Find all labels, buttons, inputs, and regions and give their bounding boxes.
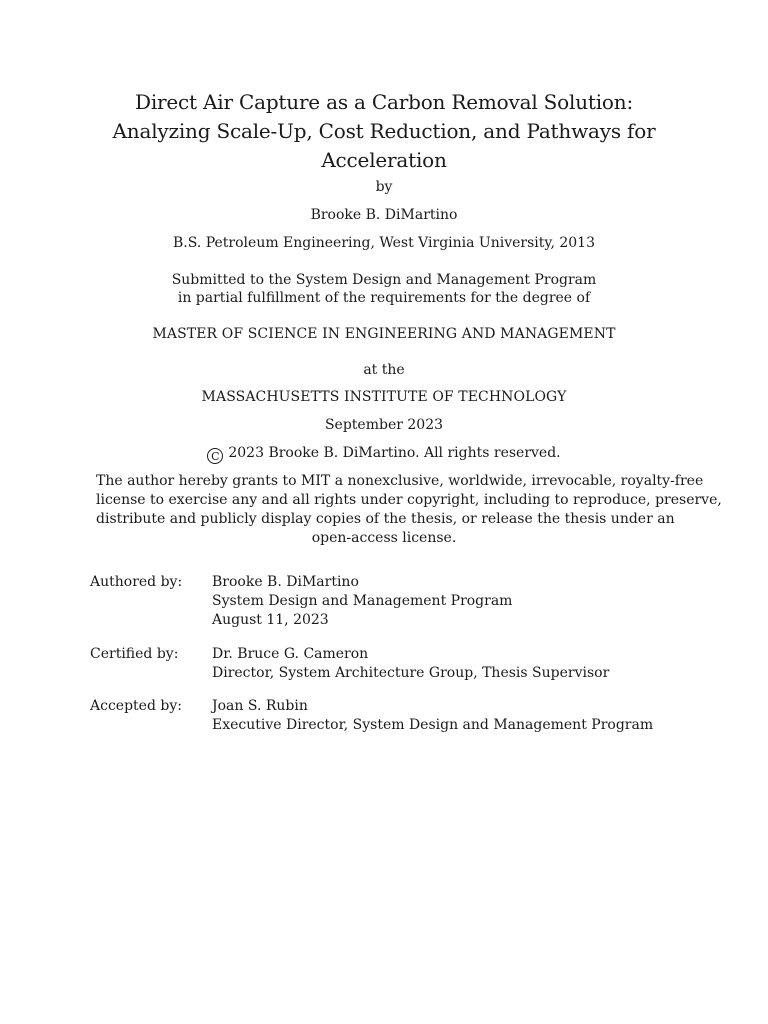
by-label: by (375, 179, 393, 195)
signatory-name: Brooke B. DiMartino (212, 574, 359, 590)
accepted-by-label: Accepted by: (90, 698, 182, 714)
signatory-name: Joan S. Rubin (212, 698, 308, 714)
copyright-icon: C (207, 448, 223, 464)
title-line-2: Analyzing Scale-Up, Cost Reduction, and Pathways for (112, 119, 656, 143)
copyright-text: 2023 Brooke B. DiMartino. All rights reserved. (228, 445, 561, 461)
submission-line-2: in partial fulfillment of the requirements for the degree of (177, 290, 591, 306)
submission-date: September 2023 (324, 417, 444, 433)
license-line-4: open-access license. (311, 530, 457, 546)
license-line-1: The author hereby grants to MIT a nonexclusive, worldwide, irrevocable, royalty-free (96, 473, 704, 489)
institution-name: MASSACHUSETTS INSTITUTE OF TECHNOLOGY (201, 389, 567, 405)
submission-line-1: Submitted to the System Design and Management Program (171, 272, 597, 288)
at-the-label: at the (363, 362, 405, 378)
signatory-date: August 11, 2023 (212, 612, 329, 628)
authored-by-label: Authored by: (90, 574, 183, 590)
author-name: Brooke B. DiMartino (310, 207, 458, 223)
authored-by-details (212, 573, 512, 630)
title-line-1: Direct Air Capture as a Carbon Removal Solution: (135, 90, 633, 114)
certified-by-details (212, 645, 609, 683)
license-line-2: license to exercise any and all rights under copyright, including to reproduce, preserve, (96, 492, 722, 508)
title-line-3: Acceleration (321, 148, 447, 172)
certified-by-label: Certified by: (90, 646, 179, 662)
prior-degree: B.S. Petroleum Engineering, West Virginia University, 2013 (173, 235, 595, 251)
signatory-affiliation: System Design and Management Program (212, 593, 513, 609)
accepted-by-details (212, 697, 653, 735)
signatory-title: Executive Director, System Design and Management Program (212, 717, 654, 733)
signatory-title: Director, System Architecture Group, Thesis Supervisor (212, 665, 610, 681)
degree-name: MASTER OF SCIENCE IN ENGINEERING AND MANAGEMENT (152, 326, 616, 342)
license-line-3: distribute and publicly display copies of the thesis, or release the thesis under an (96, 511, 675, 527)
license-statement (96, 472, 722, 548)
thesis-title (0, 88, 768, 175)
signatory-name: Dr. Bruce G. Cameron (212, 646, 369, 662)
copyright-notice (0, 444, 768, 464)
